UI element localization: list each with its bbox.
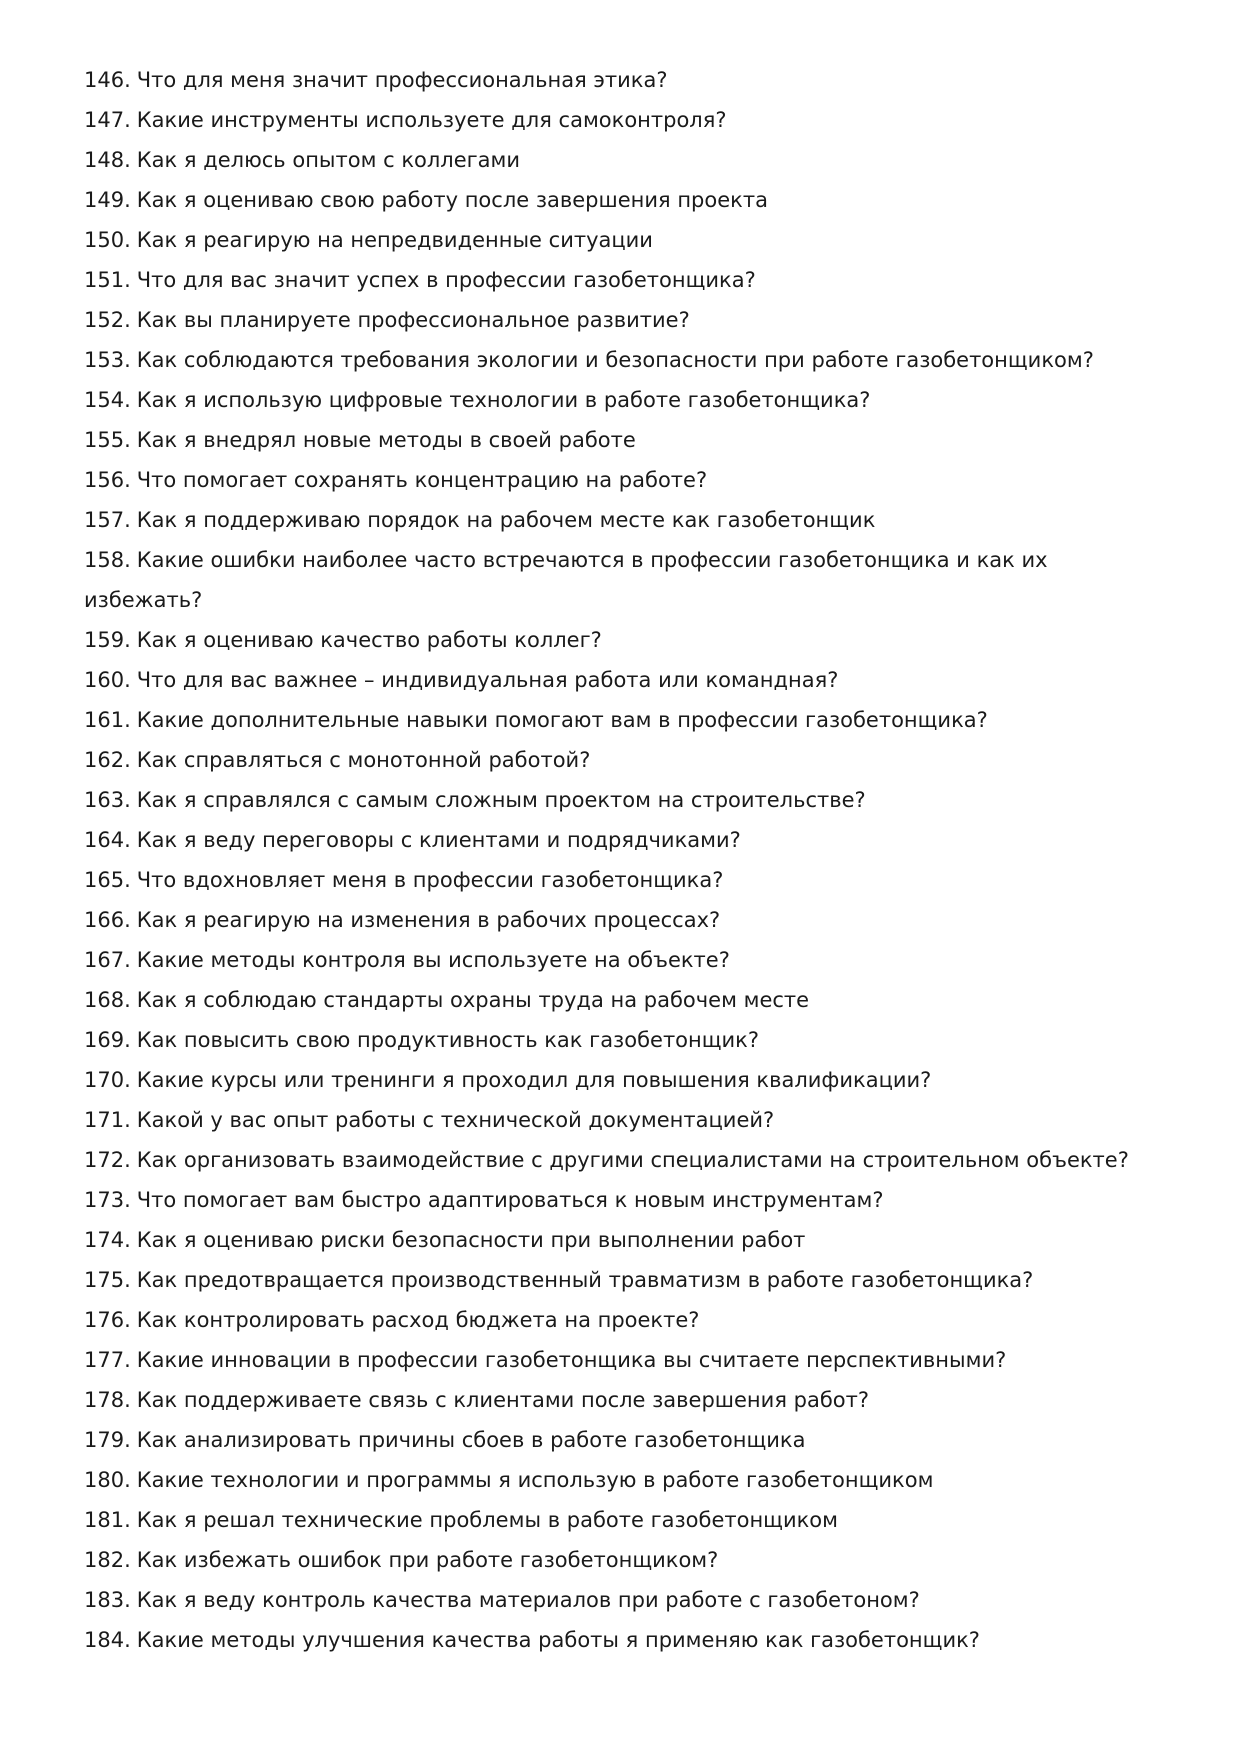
question-item <box>84 1380 1164 1420</box>
question-number: 170. <box>84 1068 131 1092</box>
question-item <box>84 1340 1164 1380</box>
question-number: 180. <box>84 1468 131 1492</box>
question-text: Как я оцениваю свою работу после завершения проекта <box>136 188 768 212</box>
question-item <box>84 300 1164 340</box>
question-text: Что помогает сохранять концентрацию на работе? <box>136 468 708 492</box>
question-text: Какие дополнительные навыки помогают вам в профессии газобетонщика? <box>136 708 988 732</box>
question-list <box>84 60 1164 1660</box>
question-text: Как я веду контроль качества материалов при работе с газобетоном? <box>136 1588 920 1612</box>
question-text: Какие курсы или тренинги я проходил для повышения квалификации? <box>136 1068 932 1092</box>
question-item <box>84 620 1164 660</box>
question-text: Как справляться с монотонной работой? <box>136 748 591 772</box>
question-text: Что вдохновляет меня в профессии газобетонщика? <box>136 868 724 892</box>
question-item <box>84 700 1164 740</box>
question-text: Как я оцениваю качество работы коллег? <box>136 628 602 652</box>
question-text: Как контролировать расход бюджета на проекте? <box>136 1308 700 1332</box>
question-text: Какие инструменты используете для самоконтроля? <box>136 108 727 132</box>
question-text: Что для меня значит профессиональная этика? <box>136 68 668 92</box>
question-text: Какие инновации в профессии газобетонщика вы считаете перспективными? <box>136 1348 1007 1372</box>
question-number: 163. <box>84 788 131 812</box>
question-item <box>84 780 1164 820</box>
question-item <box>84 1300 1164 1340</box>
question-text: Что помогает вам быстро адаптироваться к новым инструментам? <box>136 1188 884 1212</box>
question-item <box>84 380 1164 420</box>
question-text: Как я справлялся с самым сложным проектом на строительстве? <box>136 788 866 812</box>
question-item <box>84 660 1164 700</box>
question-item <box>84 460 1164 500</box>
question-number: 184. <box>84 1628 131 1652</box>
question-number: 173. <box>84 1188 131 1212</box>
question-number: 150. <box>84 228 131 252</box>
question-number: 172. <box>84 1148 131 1172</box>
question-item <box>84 540 1164 620</box>
question-text: Какие методы контроля вы используете на объекте? <box>136 948 730 972</box>
question-number: 155. <box>84 428 131 452</box>
question-item <box>84 940 1164 980</box>
question-text: Как избежать ошибок при работе газобетонщиком? <box>136 1548 719 1572</box>
question-item <box>84 340 1164 380</box>
question-number: 166. <box>84 908 131 932</box>
question-number: 156. <box>84 468 131 492</box>
question-item <box>84 140 1164 180</box>
question-number: 169. <box>84 1028 131 1052</box>
question-item <box>84 1060 1164 1100</box>
question-text: Что для вас значит успех в профессии газобетонщика? <box>136 268 756 292</box>
question-text: Как я внедрял новые методы в своей работе <box>136 428 636 452</box>
question-text: Как предотвращается производственный травматизм в работе газобетонщика? <box>136 1268 1034 1292</box>
question-text: Какой у вас опыт работы с технической документацией? <box>136 1108 775 1132</box>
question-number: 167. <box>84 948 131 972</box>
question-text: Какие технологии и программы я использую в работе газобетонщиком <box>136 1468 934 1492</box>
question-number: 176. <box>84 1308 131 1332</box>
question-text: Как я оцениваю риски безопасности при выполнении работ <box>136 1228 806 1252</box>
question-number: 179. <box>84 1428 131 1452</box>
question-number: 165. <box>84 868 131 892</box>
question-text: Как анализировать причины сбоев в работе газобетонщика <box>136 1428 806 1452</box>
question-item <box>84 1180 1164 1220</box>
question-item <box>84 1100 1164 1140</box>
question-text: Как организовать взаимодействие с другими специалистами на строительном объекте? <box>136 1148 1129 1172</box>
question-text: Как я соблюдаю стандарты охраны труда на рабочем месте <box>136 988 810 1012</box>
question-item <box>84 860 1164 900</box>
question-item <box>84 980 1164 1020</box>
question-number: 153. <box>84 348 131 372</box>
question-item <box>84 500 1164 540</box>
question-number: 160. <box>84 668 131 692</box>
question-item <box>84 1260 1164 1300</box>
question-number: 149. <box>84 188 131 212</box>
question-item <box>84 1020 1164 1060</box>
question-number: 178. <box>84 1388 131 1412</box>
question-number: 174. <box>84 1228 131 1252</box>
question-number: 183. <box>84 1588 131 1612</box>
question-number: 148. <box>84 148 131 172</box>
question-number: 158. <box>84 548 131 572</box>
question-text: Как вы планируете профессиональное развитие? <box>136 308 690 332</box>
question-item <box>84 60 1164 100</box>
question-item <box>84 1140 1164 1180</box>
question-item <box>84 1420 1164 1460</box>
question-number: 171. <box>84 1108 131 1132</box>
question-item <box>84 260 1164 300</box>
question-number: 175. <box>84 1268 131 1292</box>
question-number: 146. <box>84 68 131 92</box>
question-text: Как соблюдаются требования экологии и безопасности при работе газобетонщиком? <box>136 348 1094 372</box>
question-item <box>84 1540 1164 1580</box>
question-text: Как поддерживаете связь с клиентами после завершения работ? <box>136 1388 869 1412</box>
question-number: 147. <box>84 108 131 132</box>
question-number: 181. <box>84 1508 131 1532</box>
question-item <box>84 1580 1164 1620</box>
question-text: Какие ошибки наиболее часто встречаются в профессии газобетонщика и как их избежать? <box>84 548 1048 612</box>
question-item <box>84 1220 1164 1260</box>
question-text: Как я реагирую на непредвиденные ситуации <box>136 228 653 252</box>
question-text: Какие методы улучшения качества работы я применяю как газобетонщик? <box>136 1628 980 1652</box>
question-item <box>84 900 1164 940</box>
question-text: Как я поддерживаю порядок на рабочем месте как газобетонщик <box>136 508 876 532</box>
question-text: Как повысить свою продуктивность как газобетонщик? <box>136 1028 760 1052</box>
question-item <box>84 100 1164 140</box>
question-item <box>84 740 1164 780</box>
question-number: 168. <box>84 988 131 1012</box>
question-number: 182. <box>84 1548 131 1572</box>
question-text: Как я делюсь опытом с коллегами <box>136 148 521 172</box>
question-text: Как я использую цифровые технологии в работе газобетонщика? <box>136 388 871 412</box>
question-item <box>84 1460 1164 1500</box>
question-text: Как я реагирую на изменения в рабочих процессах? <box>136 908 721 932</box>
question-number: 162. <box>84 748 131 772</box>
question-item <box>84 420 1164 460</box>
question-item <box>84 1620 1164 1660</box>
question-text: Что для вас важнее – индивидуальная работа или командная? <box>136 668 839 692</box>
question-item <box>84 220 1164 260</box>
question-item <box>84 820 1164 860</box>
question-number: 161. <box>84 708 131 732</box>
question-number: 151. <box>84 268 131 292</box>
question-number: 154. <box>84 388 131 412</box>
question-number: 164. <box>84 828 131 852</box>
question-number: 152. <box>84 308 131 332</box>
question-text: Как я веду переговоры с клиентами и подрядчиками? <box>136 828 741 852</box>
question-number: 159. <box>84 628 131 652</box>
question-item <box>84 180 1164 220</box>
question-number: 157. <box>84 508 131 532</box>
question-number: 177. <box>84 1348 131 1372</box>
question-item <box>84 1500 1164 1540</box>
question-text: Как я решал технические проблемы в работе газобетонщиком <box>136 1508 838 1532</box>
